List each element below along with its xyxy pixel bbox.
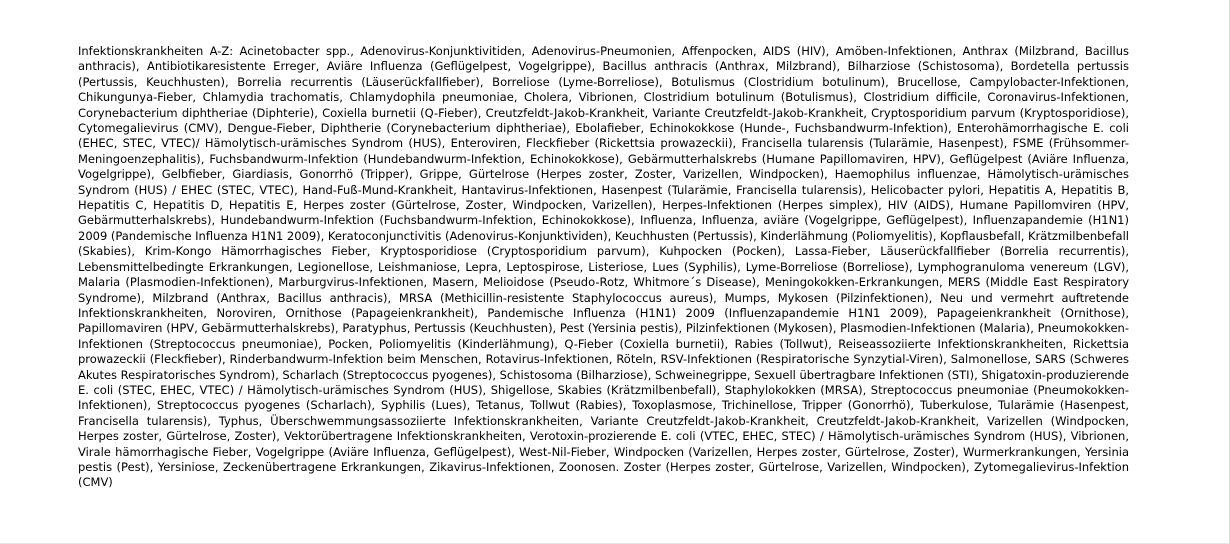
document-paragraph[interactable]: Infektionskrankheiten A-Z: Acinetobacter spp., Adenovirus-Konjunktivitiden, Adenovirus-Pneumonien, Affenpocken, AIDS (HIV), Amöben-Infektionen, Anthrax (Milzbrand, Bacillus anthracis), Antibiotikaresistente Erreger, Aviäre Influenza (Geflügelpest, Vogelgrippe), Bacillus anthracis (Anthrax, Milzbrand), Bilharziose (Schistosoma), Bordetella pertussis (Pertussis, Keuchhusten), Borrelia recurrentis (Läuserückfallfieber), Borreliose (Lyme-Borreliose), Botulismus (Clostridium botulinum), Brucellose, Campylobacter-Infektionen, Chikungunya-Fieber, Chlamydia trachomatis, Chlamydophila pneumoniae, Cholera, Vibrionen, Clostridium botulinum (Botulismus), Clostridium difficile, Coronavirus-Infektionen, Corynebacterium diphtheriae (Diphterie), Coxiella burnetii (Q-Fieber), Creutzfeldt-Jakob-Krankheit, Variante Creutzfeldt-Jakob-Krankheit, Cryptosporidium parvum (Kryptosporidiose), Cytomegalievirus (CMV), Dengue-Fieber, Diphtherie (Corynebacterium diphtheriae), Ebolafieber, Echinokokkose (Hunde-, Fuchsbandwurm-Infektion), Enterohämorrhagische E. coli (EHEC, STEC, VTEC)/ Hämolytisch-urämisches Syndrom (HUS), Enteroviren, Fleckfieber (Rickettsia prowazeckii), Francisella tularensis (Tularämie, Hasenpest), FSME (Frühsommer-Meningoenzephalitis), Fuchsbandwurm-Infektion (Hundebandwurm-Infektion, Echinokokkose), Gebärmutterhalskrebs (Humane Papillomaviren, HPV), Geflügelpest (Aviäre Influenza, Vogelgrippe), Gelbfieber, Giardiasis, Gonorrhö (Tripper), Grippe, Gürtelrose (Herpes zoster, Zoster, Varizellen, Windpocken), Haemophilus influenzae, Hämolytisch-urämisches Syndrom (HUS) / EHEC (STEC, VTEC), Hand-Fuß-Mund-Krankheit, Hantavirus-Infektionen, Hasenpest (Tularämie, Francisella tularensis), Helicobacter pylori, Hepatitis A, Hepatitis B, Hepatitis C, Hepatitis D, Hepatitis E, Herpes zoster (Gürtelrose, Zoster, Windpocken, Varizellen), Herpes-Infektionen (Herpes simplex), HIV (AIDS), Humane Papillomviren (HPV, Gebärmutterhalskrebs), Hundebandwurm-Infektion (Fuchsbandwurm-Infektion, Echinokokkose), Influenza, Influenza, aviäre (Vogelgrippe, Geflügelpest), Influenzapandemie (H1N1) 2009 (Pandemische Influenza H1N1 2009), Keratoconjunctivitis (Adenovirus-Konjunktividen), Keuchhusten (Pertussis), Kinderlähmung (Poliomyelitis), Kopflausbefall, Krätzmilbenbefall (Skabies), Krim-Kongo Hämorrhagisches Fieber, Kryptosporidiose (Cryptosporidium parvum), Kuhpocken (Pocken), Lassa-Fieber, Läuserückfallfieber (Borrelia recurrentis), Lebensmittelbedingte Erkrankungen, Legionellose, Leishmaniose, Lepra, Leptospirose, Listeriose, Lues (Syphilis), Lyme-Borreliose (Borreliose), Lymphogranuloma venereum (LGV), Malaria (Plasmodien-Infektionen), Marburgvirus-Infektionen, Masern, Melioidose (Pseudo-Rotz, Whitmore´s Disease), Meningokokken-Erkrankungen, MERS (Middle East Respiratory Syndrome), Milzbrand (Anthrax, Bacillus anthracis), MRSA (Methicillin-resistente Staphylococcus aureus), Mumps, Mykosen (Pilzinfektionen), Neu und vermehrt auftretende Infektionskrankheiten, Noroviren, Ornithose (Papageienkrankheit), Pandemische Influenza (H1N1) 2009 (Influenzapandemie H1N1 2009), Papageienkrankheit (Ornithose), Papillomaviren (HPV, Gebärmutterhalskrebs), Paratyphus, Pertussis (Keuchhusten), Pest (Yersinia pestis), Pilzinfektionen (Mykosen), Plasmodien-Infektionen (Malaria), Pneumokokken-Infektionen (Streptococcus pneumoniae), Pocken, Poliomyelitis (Kinderlähmung), Q-Fieber (Coxiella burnetii), Rabies (Tollwut), Reiseassoziierte Infektionskrankheiten, Rickettsia prowazeckii (Fleckfieber), Rinderbandwurm-Infektion beim Menschen, Rotavirus-Infektionen, Röteln, RSV-Infektionen (Respiratorische Synzytial-Viren), Salmonellose, SARS (Schweres Akutes Respiratorisches Syndrom), Scharlach (Streptococcus pyogenes), Schistosoma (Bilharziose), Schweinegrippe, Sexuell übertragbare Infektionen (STI), Shigatoxin-produzierende E. coli (STEC, EHEC, VTEC) / Hämolytisch-urämisches Syndrom (HUS), Shigellose, Skabies (Krätzmilbenbefall), Staphylokokken (MRSA), Streptococcus pneumoniae (Pneumokokken-Infektionen), Streptococcus pyogenes (Scharlach), Syphilis (Lues), Tetanus, Tollwut (Rabies), Toxoplasmose, Trichinellose, Tripper (Gonorrhö), Tuberkulose, Tularämie (Hasenpest, Francisella tularensis), Typhus, Überschwemmungsassoziierte Infektionskrankheiten, Variante Creutzfeldt-Jakob-Krankheit, Creutzfeldt-Jakob-Krankheit, Varizellen (Windpocken, Herpes zoster, Gürtelrose, Zoster), Vektorübertragene Infektionskrankheiten, Verotoxin-prozierende E. coli (VTEC, EHEC, STEC) / Hämolytisch-urämisches Syndrom (HUS), Vibrionen, Virale hämorrhagische Fieber, Vogelgrippe (Aviäre Influenza, Geflügelpest), West-Nil-Fieber, Windpocken (Varizellen, Herpes zoster, Gürtelrose, Zoster), Wurmerkrankungen, Yersinia pestis (Pest), Yersiniose, Zeckenübertragene Erkrankungen, Zikavirus-Infektionen, Zoonosen. Zoster (Herpes zoster, Gürtelrose, Varizellen, Windpocken), Zytomegalievirus-Infektion (CMV) — [78, 44, 1129, 490]
